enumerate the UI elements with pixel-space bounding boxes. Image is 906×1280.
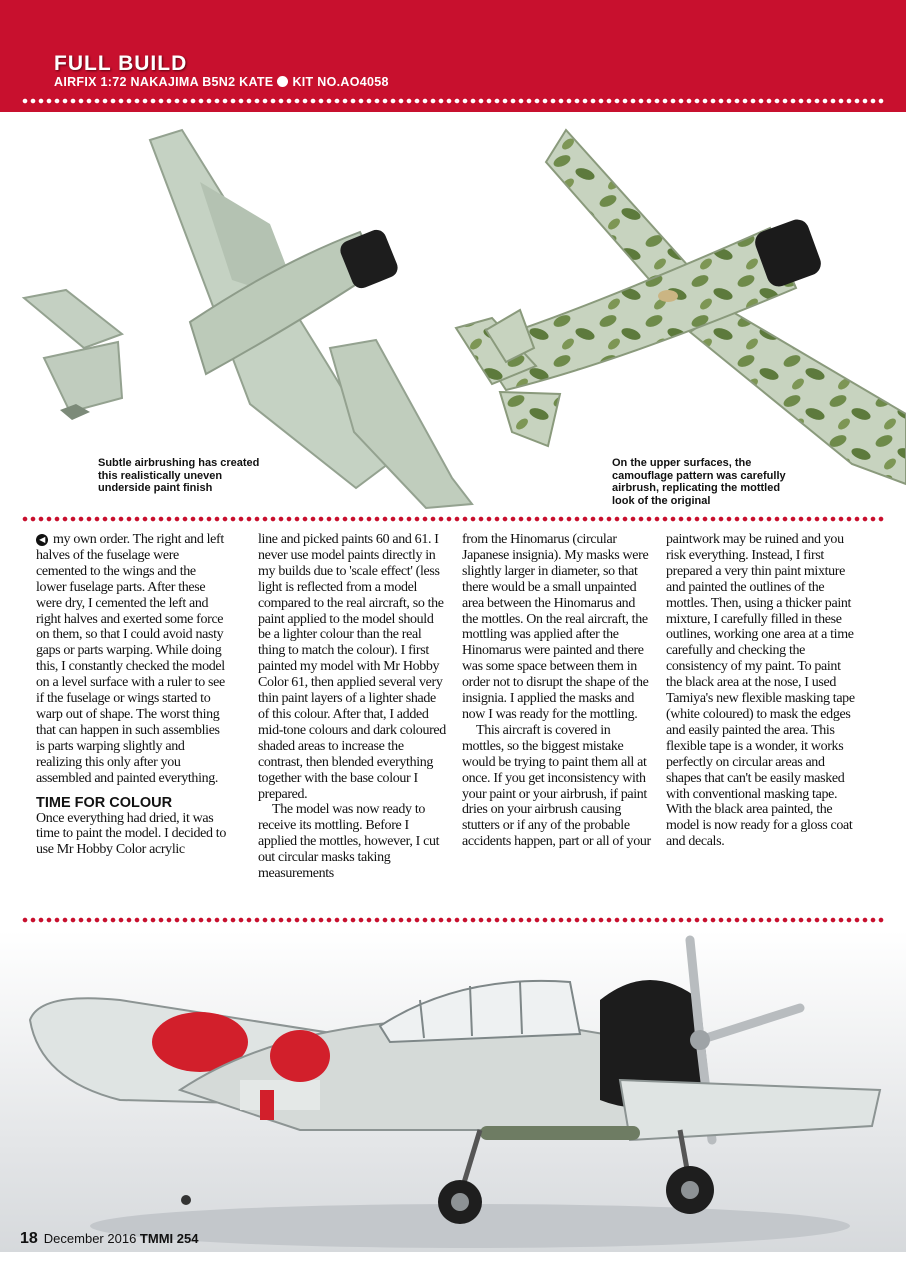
camouflage-model	[456, 130, 906, 484]
continued-arrow-icon: ◀	[36, 534, 48, 546]
page-number: 18	[20, 1230, 38, 1247]
column-1-paragraph-1: my own order. The right and left halves of the fuselage were cemented to the wings and the lower fuselage parts. After these were dry, I cemented the left and right halves and exerted some force on them, so that I could avoid nasty gaps or parts warping. While doing this, I constantly checked the model on a level surface with a ruler to see if the fuselage or wings started to warp out of shape. The worst thing that can happen in such assemblies is parts warping slightly and realizing this only after you assembled and painted everything.	[36, 532, 225, 786]
caption-upper-surface: On the upper surfaces, the camouflage pattern was carefully airbrush, replicating the mottled look of the original	[612, 457, 786, 507]
text-column-3	[462, 532, 652, 850]
finished-model-photo	[0, 930, 906, 1252]
header-dotted-rule	[22, 98, 884, 104]
section-title: FULL BUILD	[54, 52, 188, 75]
column-3-paragraph-2: This aircraft is covered in mottles, so the biggest mistake would be trying to paint them all at once. If you get inconsistency with your paint or your airbrush, if paint dries on your airbrush causing stutters or if any of the probable accidents happen, part or all of your	[462, 722, 651, 850]
kit-name: AIRFIX 1:72 NAKAJIMA B5N2 KATE	[54, 75, 274, 89]
caption-underside: Subtle airbrushing has created this realistically uneven underside paint finish	[98, 457, 260, 494]
column-2-paragraph-1: line and picked paints 60 and 61. I never use model paints directly in my builds due to 'scale effect' (less light is reflected from a model compared to the real aircraft, so the paint applied to the model should be a lighter colour than the real thing to match the colour). I first painted my model with Mr Hobby Color 61, then applied several very thin paint layers of a lighter shade of this colour. After that, I added mid-tone colours and dark coloured shaded areas to increase the contrast, then blended everything together with the base colour I prepared.	[258, 532, 446, 802]
page-footer	[20, 1230, 198, 1248]
bullet-icon	[277, 76, 288, 87]
issue-date: December 2016	[43, 1231, 137, 1246]
underside-model	[24, 130, 472, 508]
subheading-time-for-colour: TIME FOR COLOUR	[36, 794, 173, 811]
header-banner	[0, 0, 906, 112]
text-column-1	[36, 532, 226, 858]
column-4-paragraph-1: paintwork may be ruined and you risk everything. Instead, I first prepared a very thin paint mixture and painted the outlines of the mottles. Then, using a thicker paint mixture, I carefully filled in these outlines, working one area at a time carefully and checking the consistency of my paint. To paint the black area at the nose, I used Tamiya's new flexible masking tape (white coloured) to mask the edges and easily painted the area. This flexible tape is a wonder, it works perfectly on circular areas and shapes that can't be easily masked with conventional masking tape. With the black area painted, the model is now ready for a gloss coat and decals.	[666, 532, 855, 850]
top-model-photo	[0, 112, 906, 512]
column-3-paragraph-1: from the Hinomarus (circular Japanese insignia). My masks were slightly larger in diameter, so that there would be a small unpainted area between the Hinomarus and the mottles. On the real aircraft, the mottling was applied after the Hinomarus were painted and there was some space between them in order not to disrupt the shape of the insignia. I applied the masks and now I was ready for the mottling.	[462, 532, 649, 722]
kit-number: KIT NO.AO4058	[292, 75, 389, 89]
text-column-2	[258, 532, 448, 882]
dotted-rule	[22, 917, 884, 923]
magazine-issue: TMMI 254	[139, 1231, 199, 1246]
kit-line	[54, 75, 389, 89]
column-2-paragraph-2: The model was now ready to receive its mottling. Before I applied the mottles, however, I cut out circular masks taking measurements	[258, 802, 440, 882]
column-1-paragraph-2: Once everything had dried, it was time to paint the model. I decided to use Mr Hobby Color acrylic	[36, 810, 226, 858]
dotted-rule	[22, 516, 884, 522]
text-column-4	[666, 532, 856, 850]
